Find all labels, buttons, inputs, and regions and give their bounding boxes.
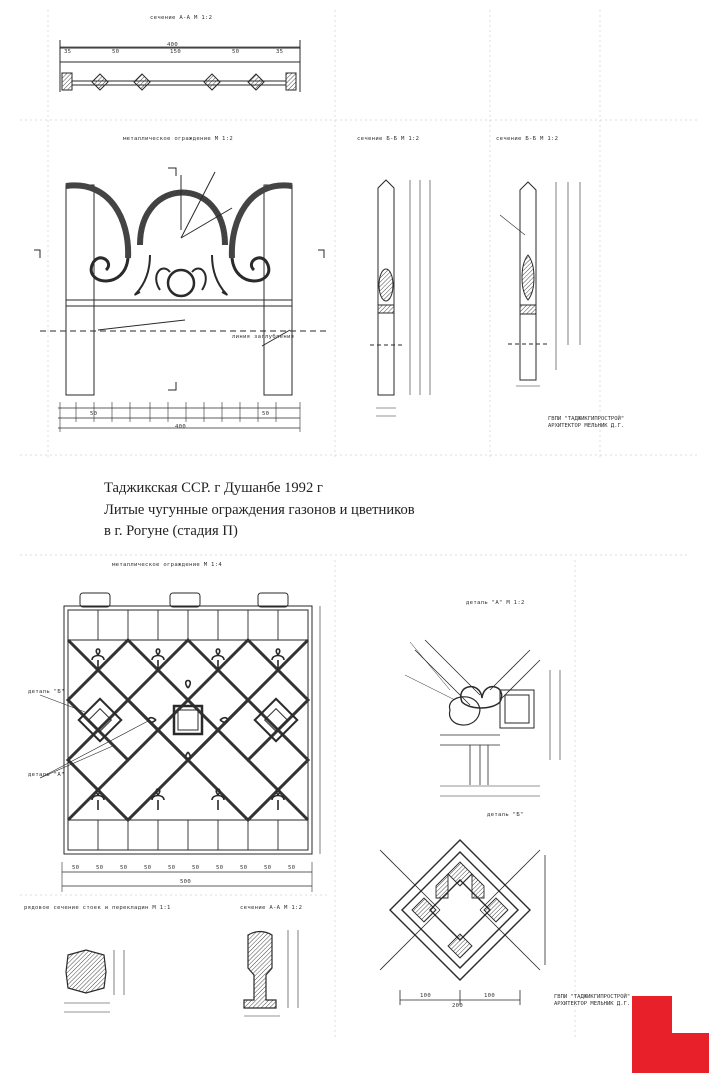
- dim-bottom-10: 50: [288, 865, 296, 871]
- stamp-top-line1: ГВПИ "ТАДЖИКГИПРОСТРОЙ": [548, 416, 625, 422]
- dim-detail-2: 100: [484, 993, 496, 999]
- dim-bottom-5: 50: [168, 865, 176, 871]
- dim-bottom-overall: 500: [180, 879, 192, 885]
- detail-b-drawing: [380, 840, 545, 1005]
- dim-bottom-2: 50: [96, 865, 104, 871]
- top-sheet: [20, 10, 700, 460]
- callout-detail-b: деталь "Б": [28, 689, 65, 695]
- stamp-top-line2: АРХИТЕКТОР МЕЛЬНИК Д.Г.: [548, 423, 625, 429]
- section-aa-bottom-drawing: [244, 930, 298, 1016]
- dim-bottom-3: 50: [120, 865, 128, 871]
- stamp-top: [548, 416, 624, 430]
- dim-bottom-b: 50: [262, 411, 270, 417]
- fence-panel: [40, 593, 320, 892]
- caption-line-1: Таджикская ССР. г Душанбе 1992 г: [104, 480, 323, 496]
- fence-top-title: металлическое ограждение М 1:2: [123, 136, 234, 142]
- section-aa-top: [60, 40, 300, 92]
- section-aa-top-title: сечение А-А М 1:2: [150, 15, 213, 21]
- section-bb-2-title: сечение Б-Б М 1:2: [496, 136, 559, 142]
- dim-bottom-8: 50: [240, 865, 248, 871]
- dim-bottom-6: 50: [192, 865, 200, 871]
- dim-top-c: 150: [170, 49, 182, 55]
- dim-bottom-9: 50: [264, 865, 272, 871]
- detail-b-title: деталь "Б": [487, 812, 524, 818]
- dim-bottom-a: 50: [90, 411, 98, 417]
- caption-line-2: Литые чугунные ограждения газонов и цветников: [104, 501, 415, 518]
- dim-top-a: 35: [64, 49, 72, 55]
- stamp-bottom-line2: АРХИТЕКТОР МЕЛЬНИК Д.Г.: [554, 1001, 631, 1007]
- section-bb-1-title: сечение Б-Б М 1:2: [357, 136, 420, 142]
- dim-bottom-overall: 400: [175, 424, 187, 430]
- callout-detail-a: деталь "А": [28, 772, 65, 778]
- section-posts-drawing: [64, 950, 124, 1012]
- stamp-bottom-line1: ГВПИ "ТАДЖИКГИПРОСТРОЙ": [554, 994, 631, 1000]
- dim-bottom-7: 50: [216, 865, 224, 871]
- detail-a-title: деталь "А" М 1:2: [466, 600, 525, 606]
- section-bb-1: [370, 180, 430, 416]
- dim-detail-1: 100: [420, 993, 432, 999]
- dim-top-e: 35: [276, 49, 284, 55]
- dim-top-d: 50: [232, 49, 240, 55]
- section-bb-2: [500, 182, 580, 386]
- dim-detail-overall: 200: [452, 1003, 464, 1009]
- drawing-caption: [104, 478, 484, 543]
- section-posts-title: рядовое сечение стоек и перекладин М 1:1: [24, 905, 171, 911]
- detail-a-drawing: [405, 640, 560, 796]
- dim-bottom-4: 50: [144, 865, 152, 871]
- dim-bottom-1: 50: [72, 865, 80, 871]
- dim-top-overall: 400: [167, 42, 179, 48]
- caption-line-3: в г. Рогуне (стадия П): [104, 523, 238, 539]
- section-aa-bottom-title: сечение А-А М 1:2: [240, 905, 303, 911]
- fence-elevation: [34, 168, 330, 395]
- dim-top-b: 50: [112, 49, 120, 55]
- ground-line-label: линия заглубления: [232, 334, 295, 340]
- fence-bottom-title: металлическое ограждение М 1:4: [112, 562, 223, 568]
- stamp-bottom: [554, 994, 630, 1008]
